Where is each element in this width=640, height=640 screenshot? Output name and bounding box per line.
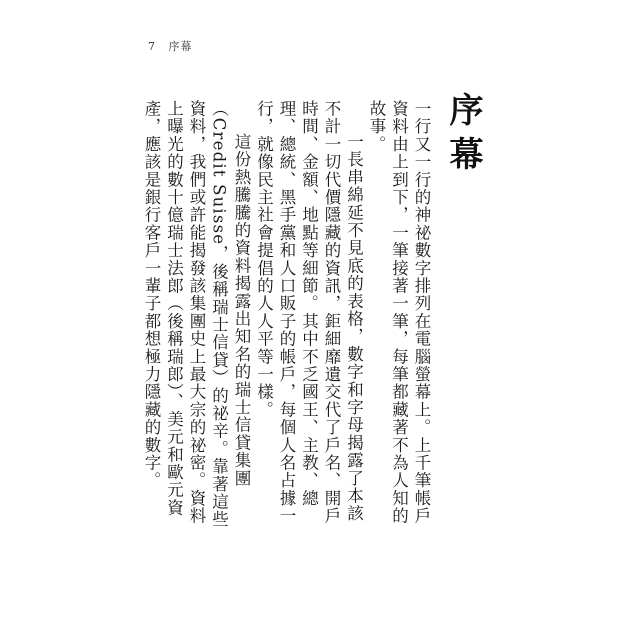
chapter-title: 序幕 — [443, 92, 483, 180]
page-number: 7 — [148, 40, 156, 53]
paragraph-3: 這份熱騰騰的資料揭露出知名的瑞士信貸集團（Credit Suisse，後稱瑞士信貸）的祕辛。靠著這些資料，我們或許能揭發該集團史上最大宗的祕密。資料上曝光的數十億瑞士法郎（後稱瑞郎）、美元和歐元資產，應該是銀行客戶一輩子都想極力隱藏的數字。 — [142, 100, 251, 529]
paragraph-1: 一行又一行的神祕數字排列在電腦螢幕上。上千筆帳戶資料由上到下，一筆接著一筆，每筆都藏著不為人知的故事。 — [367, 100, 431, 525]
running-head — [148, 38, 193, 54]
running-head-section: 序幕 — [168, 40, 193, 53]
body-text — [132, 100, 432, 530]
paragraph-2: 一長串綿延不見底的表格，數字和字母揭露了本該不計一切代價隱藏的資訊，鉅細靡遺交代了戶名、開戶時間、金額、地點等細節。其中不乏國王、主教、總理、總統、黑手黨和人口販子的帳戶，每個人名占據一行，就像民主社會提倡的人人平等一樣。 — [254, 100, 364, 525]
